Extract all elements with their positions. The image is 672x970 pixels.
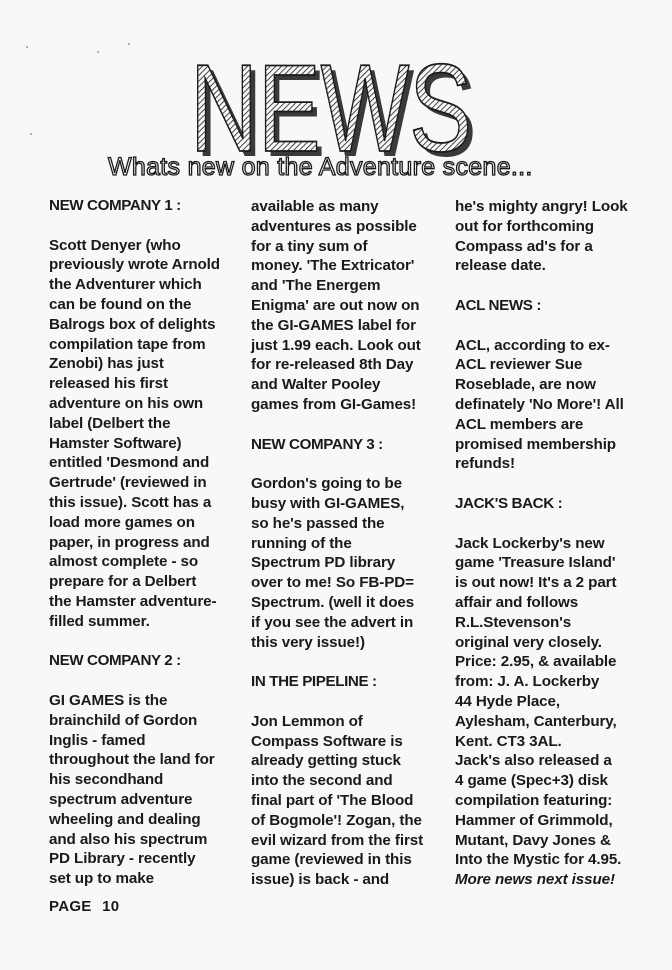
section-heading: NEW COMPANY 1 : (49, 197, 181, 214)
logo-title: NEWS (190, 50, 472, 170)
news-masthead (184, 50, 484, 170)
continued-text: available as many adventures as possible for a tiny sum of money. 'The Extricator' and 'The Energem Enigma' are out now on the GI-GAMES label for just 1.99 each. Look out for re-released 8th Day and Walter Pooley games from GI-Games! (251, 198, 421, 413)
paper-speck (97, 51, 99, 53)
column-3 (455, 197, 645, 890)
continued-text: he's mighty angry! Look out for forthcoming Compass ad's for a release date. (455, 198, 628, 275)
section-body: ACL, according to ex- ACL reviewer Sue Roseblade, are now definately 'No More'! All ACL members are promised membership refunds! (455, 336, 624, 473)
section-heading: NEW COMPANY 3 : (251, 435, 383, 453)
section-heading: NEW COMPANY 2 : (49, 652, 181, 670)
paper-speck (128, 43, 130, 45)
column-2 (251, 197, 441, 890)
news-logo (184, 50, 484, 170)
section-heading: ACL NEWS : (455, 296, 541, 314)
column-1 (49, 196, 235, 889)
paper-speck (26, 46, 28, 48)
section-body: Jack Lockerby's new game 'Treasure Island' is out now! It's a 2 part affair and follows R.L.Stevenson's original very closely. Price: 2.95, & available from: J. A. Lockerby 44 Hyde Place, Aylesham, Canterbury, Kent. CT3 3AL. Jack's also released a 4 game (Spec+3) disk compilation featuring: Hammer of Grimmold, Mutant, Davy Jones & Into the Mystic for 4.95. (455, 534, 622, 869)
section-body: GI GAMES is the brainchild of Gordon Inglis - famed throughout the land for his secondhand spectrum adventure wheeling and dealing and also his spectrum PD Library - recently set up to make (49, 691, 215, 888)
page-number: PAGE 10 (49, 898, 120, 915)
page-subtitle: Whats new on the Adventure scene... (108, 153, 533, 181)
logo-shadow: NEWS (195, 50, 477, 170)
section-body: Scott Denyer (who previously wrote Arnold the Adventurer which can be found on the Balrogs box of delights compilation tape from Zenobi) has just released his first adventure on his own label (Delbert the Hamster Software) entitled 'Desmond and Gertrude' (reviewed in this issue). Scott has a load more games on paper, in progress and almost complete - so prepare for a Delbert the Hamster adventure- filled summer. (49, 236, 220, 630)
section-heading: JACK'S BACK : (455, 494, 563, 512)
closing-note: More news next issue! (455, 871, 615, 889)
section-heading: IN THE PIPELINE : (251, 673, 377, 691)
section-body: Jon Lemmon of Compass Software is already getting stuck into the second and final part of 'The Blood of Bogmole'! Zogan, the evil wizard from the first game (reviewed in this issue) is back - and (251, 712, 424, 889)
paper-speck (30, 133, 32, 135)
section-body: Gordon's going to be busy with GI-GAMES, so he's passed the running of the Spectrum PD library over to me! So FB-PD= Spectrum. (well it does if you see the advert in this very issue!) (251, 475, 415, 651)
